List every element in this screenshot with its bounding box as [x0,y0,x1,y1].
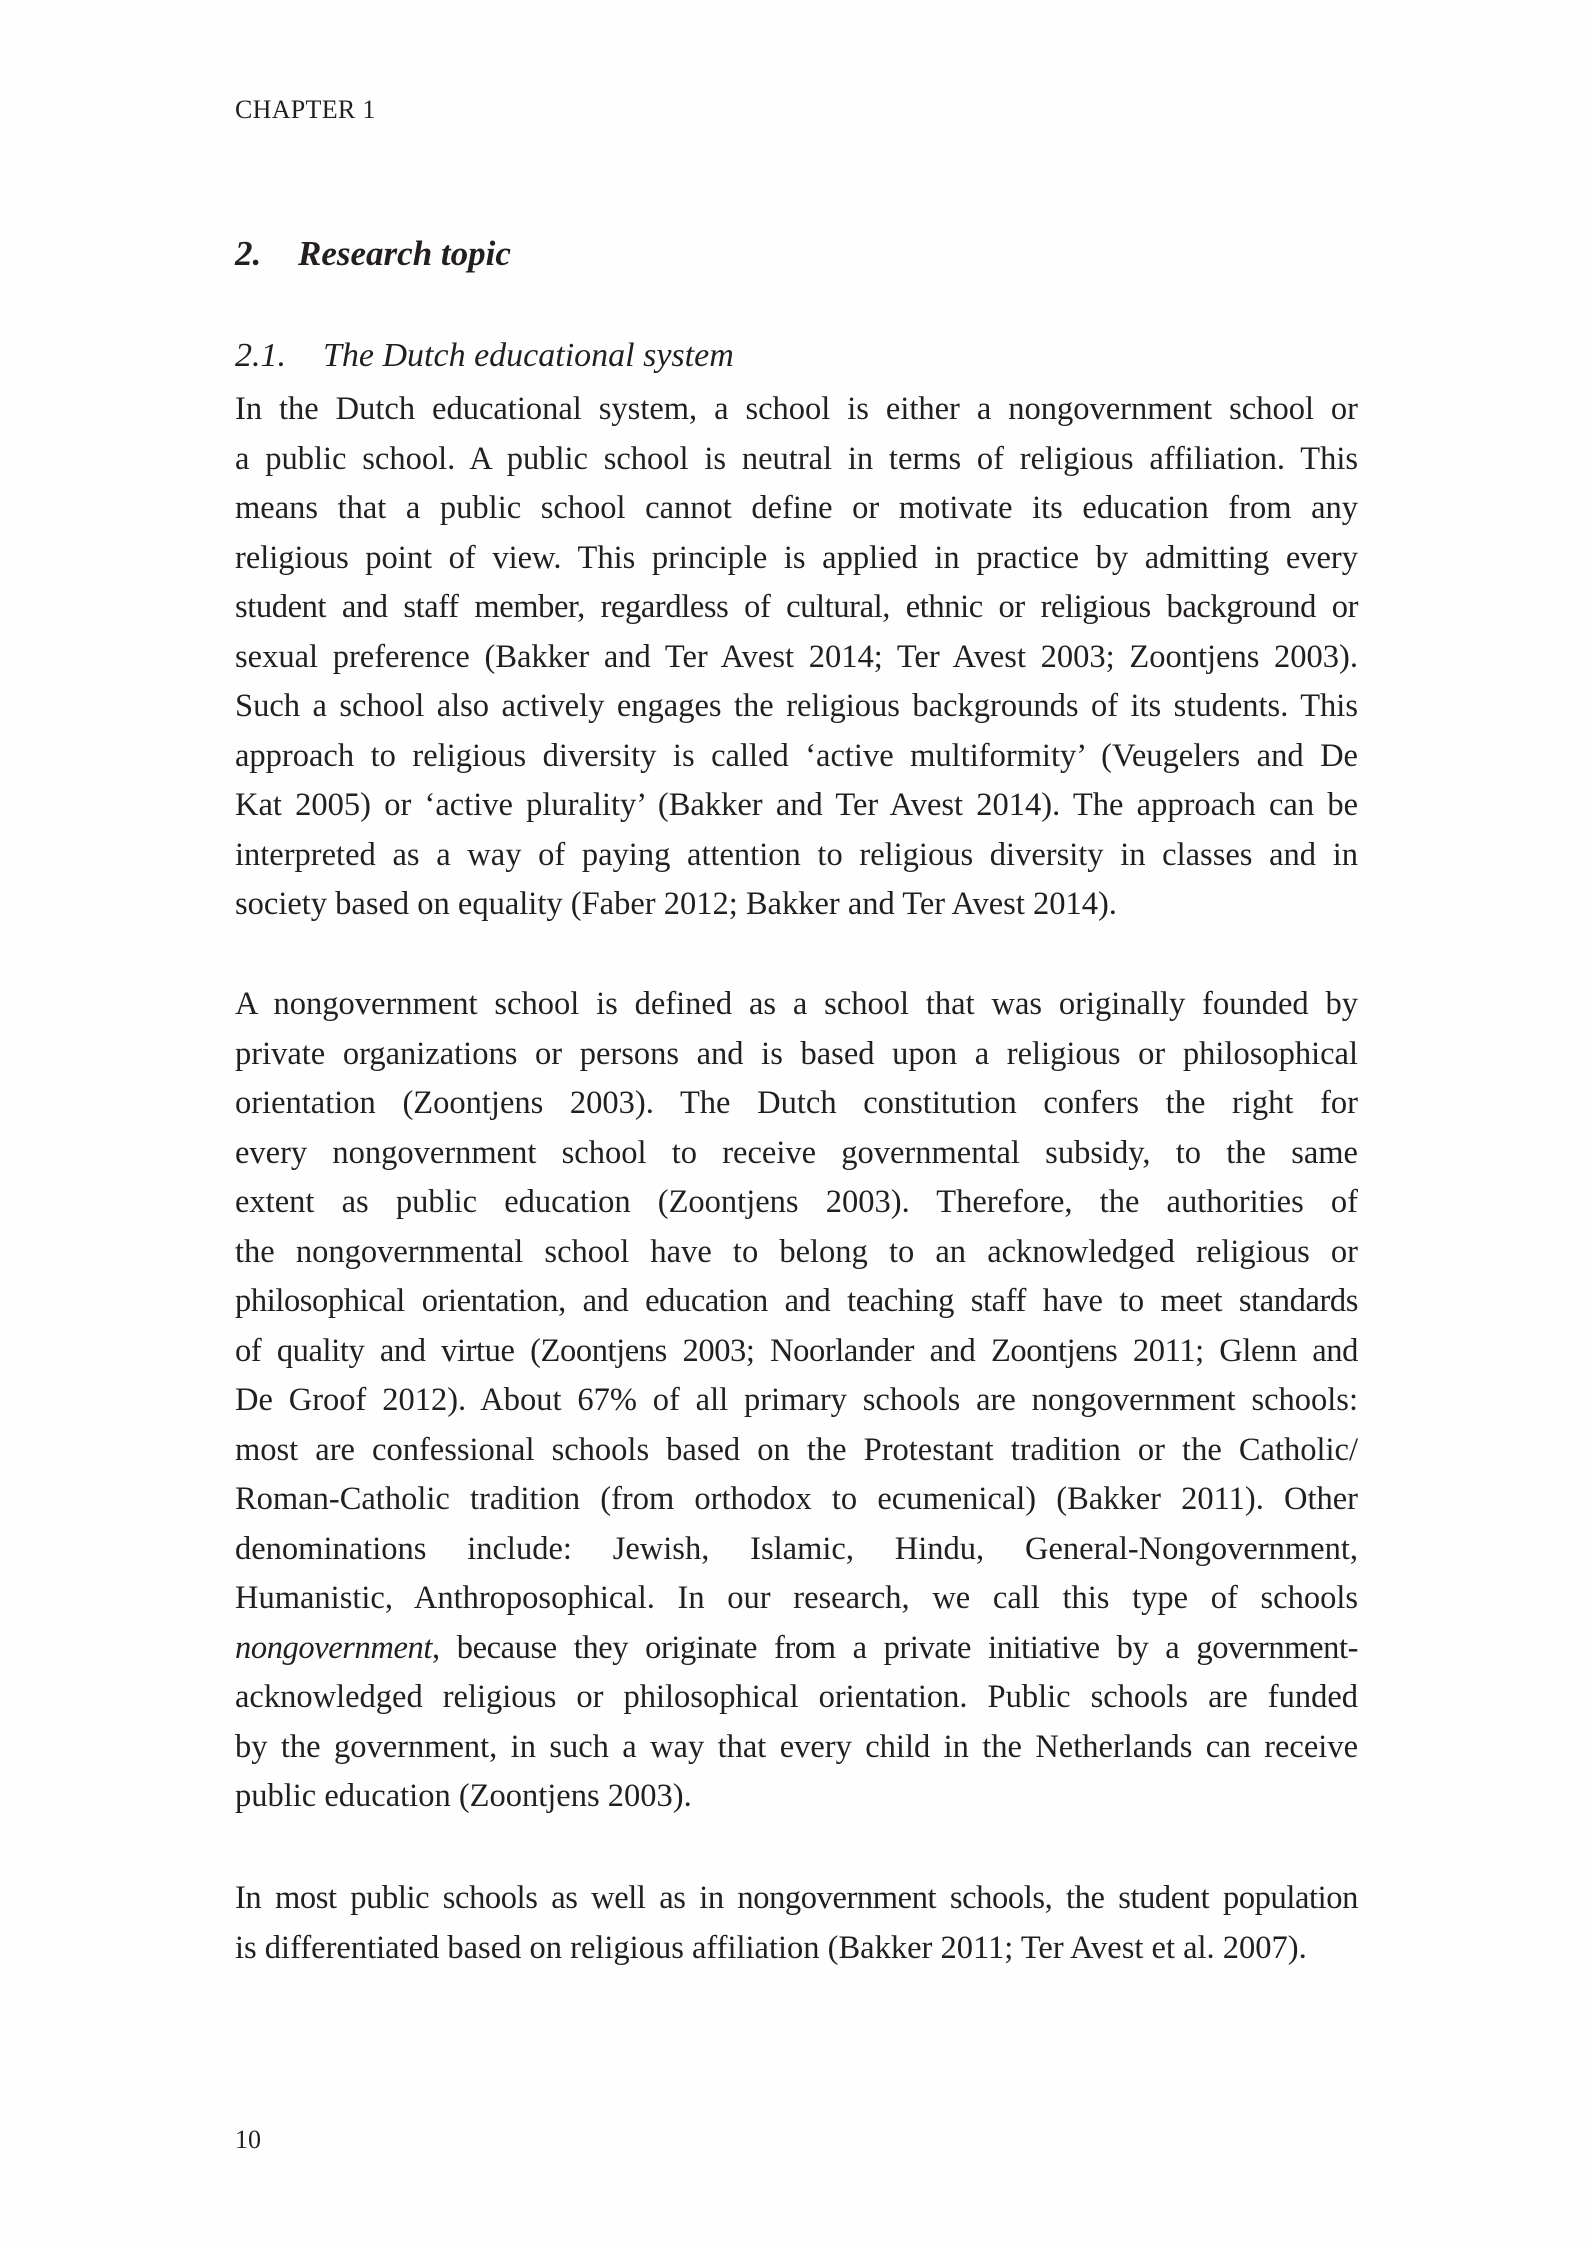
subsection-heading [235,334,734,378]
text-line: interpreted as a way of paying attention to religious diversity in classes and in [235,836,1358,873]
text-line: the nongovernmental school have to belong to an acknowledged religious or [235,1233,1358,1270]
text-line: public education (Zoontjens 2003). [235,1778,692,1814]
text-line: society based on equality (Faber 2012; Bakker and Ter Avest 2014). [235,886,1117,922]
running-head: CHAPTER 1 [235,95,376,124]
text-line: means that a public school cannot define or motivate its education from any [235,490,1358,526]
text-line: private organizations or persons and is based upon a religious or philosophical [235,1035,1358,1072]
text-line: In most public schools as well as in nongovernment schools, the student population [235,1880,1358,1916]
text-line: Kat 2005) or ‘active plurality’ (Bakker and Ter Avest 2014). The approach can be [235,787,1358,823]
text-line: In the Dutch educational system, a school is either a nongovernment school or [235,391,1358,427]
subsection-number: 2.1. [235,337,286,374]
text-line: extent as public education (Zoontjens 2003). Therefore, the authorities of [235,1184,1358,1220]
text-line: orientation (Zoontjens 2003). The Dutch constitution confers the right for [235,1085,1358,1121]
text-line: Such a school also actively engages the religious backgrounds of its students. This [235,688,1358,724]
text-line: De Groof 2012). About 67% of all primary schools are nongovernment schools: [235,1382,1358,1418]
section-number: 2. [235,234,262,273]
text-line: most are confessional schools based on the Protestant tradition or the Catholic/ [235,1431,1358,1468]
paragraph-2 [235,980,1358,1822]
text-line [235,1624,1358,1674]
text-line: a public school. A public school is neutral in terms of religious affiliation. This [235,440,1358,477]
text-span: , because they originate from a private initiative by a government- [431,1629,1358,1666]
text-line: Humanistic, Anthroposophical. In our research, we call this type of schools [235,1580,1358,1616]
text-line: student and staff member, regardless of cultural, ethnic or religious background or [235,589,1358,625]
text-line: religious point of view. This principle is applied in practice by admitting every [235,539,1358,576]
text-line: Roman-Catholic tradition (from orthodox to ecumenical) (Bakker 2011). Other [235,1481,1358,1517]
text-line: sexual preference (Bakker and Ter Avest 2014; Ter Avest 2003; Zoontjens 2003). [235,638,1358,675]
text-line: philosophical orientation, and education and teaching staff have to meet standards [235,1283,1358,1319]
text-line: of quality and virtue (Zoontjens 2003; Noorlander and Zoontjens 2011; Glenn and [235,1332,1358,1369]
text-line: is differentiated based on religious affiliation (Bakker 2011; Ter Avest et al. 2007). [235,1929,1307,1966]
section-title: Research topic [298,234,511,273]
subsection-title: The Dutch educational system [323,337,734,374]
page-number: 10 [235,2125,261,2154]
emphasized-term: nongovernment [235,1629,432,1666]
text-line: every nongovernment school to receive governmental subsidy, to the same [235,1134,1358,1171]
text-line: A nongovernment school is defined as a school that was originally founded by [235,986,1358,1022]
text-line: acknowledged religious or philosophical orientation. Public schools are funded [235,1679,1358,1715]
section-heading [235,232,511,276]
text-line: approach to religious diversity is called ‘active multiformity’ (Veugelers and De [235,737,1358,774]
paragraph-3 [235,1874,1358,1973]
paragraph-1 [235,385,1358,930]
text-line: denominations include: Jewish, Islamic, Hindu, General-Nongovernment, [235,1530,1358,1567]
text-line: by the government, in such a way that every child in the Netherlands can receive [235,1728,1358,1765]
